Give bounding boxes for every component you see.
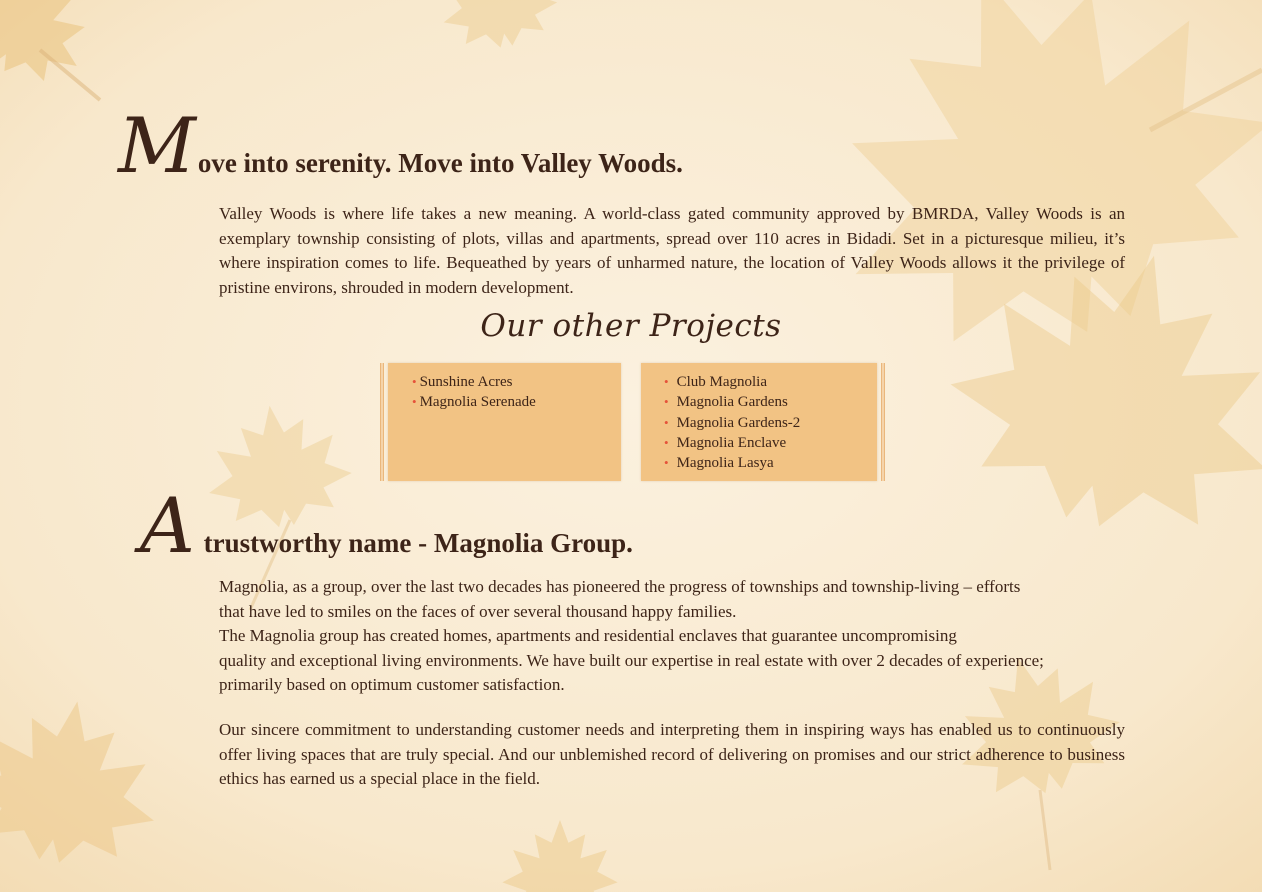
bullet-icon: • — [664, 434, 669, 450]
list-item — [664, 372, 800, 392]
heading-text: trustworthy name - Magnolia Group. — [196, 528, 633, 558]
list-item — [412, 392, 536, 412]
paragraph-line: that have led to smiles on the faces of over several thousand happy families. — [219, 601, 737, 621]
project-list — [664, 372, 800, 473]
section-heading-magnolia-group — [140, 481, 633, 570]
list-item — [664, 433, 800, 453]
project-name: Magnolia Gardens — [676, 394, 788, 411]
project-name: Club Magnolia — [676, 374, 767, 390]
bullet-icon: • — [664, 374, 669, 389]
paragraph-line: quality and exceptional living environments. We have built our expertise in real estate with over 2 decades of experience; — [219, 650, 1044, 670]
paragraph-line: Magnolia, as a group, over the last two decades has pioneered the progress of townships and township-living – efforts — [219, 577, 1021, 596]
paragraph-line: primarily based on optimum customer satisfaction. — [219, 675, 565, 694]
drop-cap: A — [140, 481, 195, 570]
drop-cap: M — [118, 101, 196, 190]
list-item — [664, 392, 800, 412]
bullet-icon: • — [664, 414, 669, 430]
magnolia-paragraph — [219, 575, 1125, 698]
paragraph-line: The Magnolia group has created homes, apartments and residential enclaves that guarantee uncompromising — [219, 626, 957, 645]
projects-box-right — [641, 363, 877, 481]
section-heading-valley-woods — [118, 101, 683, 190]
projects-title: Our other Projects — [480, 308, 782, 344]
project-name: Magnolia Gardens-2 — [676, 414, 801, 431]
project-name: Sunshine Acres — [419, 374, 513, 390]
project-name: Magnolia Enclave — [676, 434, 787, 451]
bullet-icon: • — [664, 394, 669, 410]
bullet-icon: • — [664, 455, 669, 471]
bullet-icon: • — [412, 394, 417, 410]
projects-box-left — [388, 363, 621, 481]
project-list — [412, 372, 536, 413]
commitment-paragraph: Our sincere commitment to understanding customer needs and interpreting them in inspiring ways has enabled us to continuously offer living spaces that are truly special. And our unblemished record of delivering on promises and our strict adherence to business ethics has earned us a special place in the field. — [219, 720, 1125, 788]
bullet-icon: • — [412, 374, 417, 389]
list-item — [664, 453, 800, 473]
intro-paragraph: Valley Woods is where life takes a new meaning. A world-class gated community approved by BMRDA, Valley Woods is an exemplary township consisting of plots, villas and apartments, spread over 110 acres in Bidadi. Set in a picturesque milieu, it’s where inspiration comes to life. Bequeathed by years of unharmed nature, the location of Valley Woods allows it the privilege of pristine environs, shrouded in modern development. — [219, 204, 1125, 297]
heading-text: ove into serenity. Move into Valley Woods. — [197, 148, 683, 178]
project-name: Magnolia Serenade — [419, 394, 536, 411]
list-item — [664, 413, 800, 433]
project-name: Magnolia Lasya — [676, 455, 774, 472]
list-item — [412, 372, 536, 392]
